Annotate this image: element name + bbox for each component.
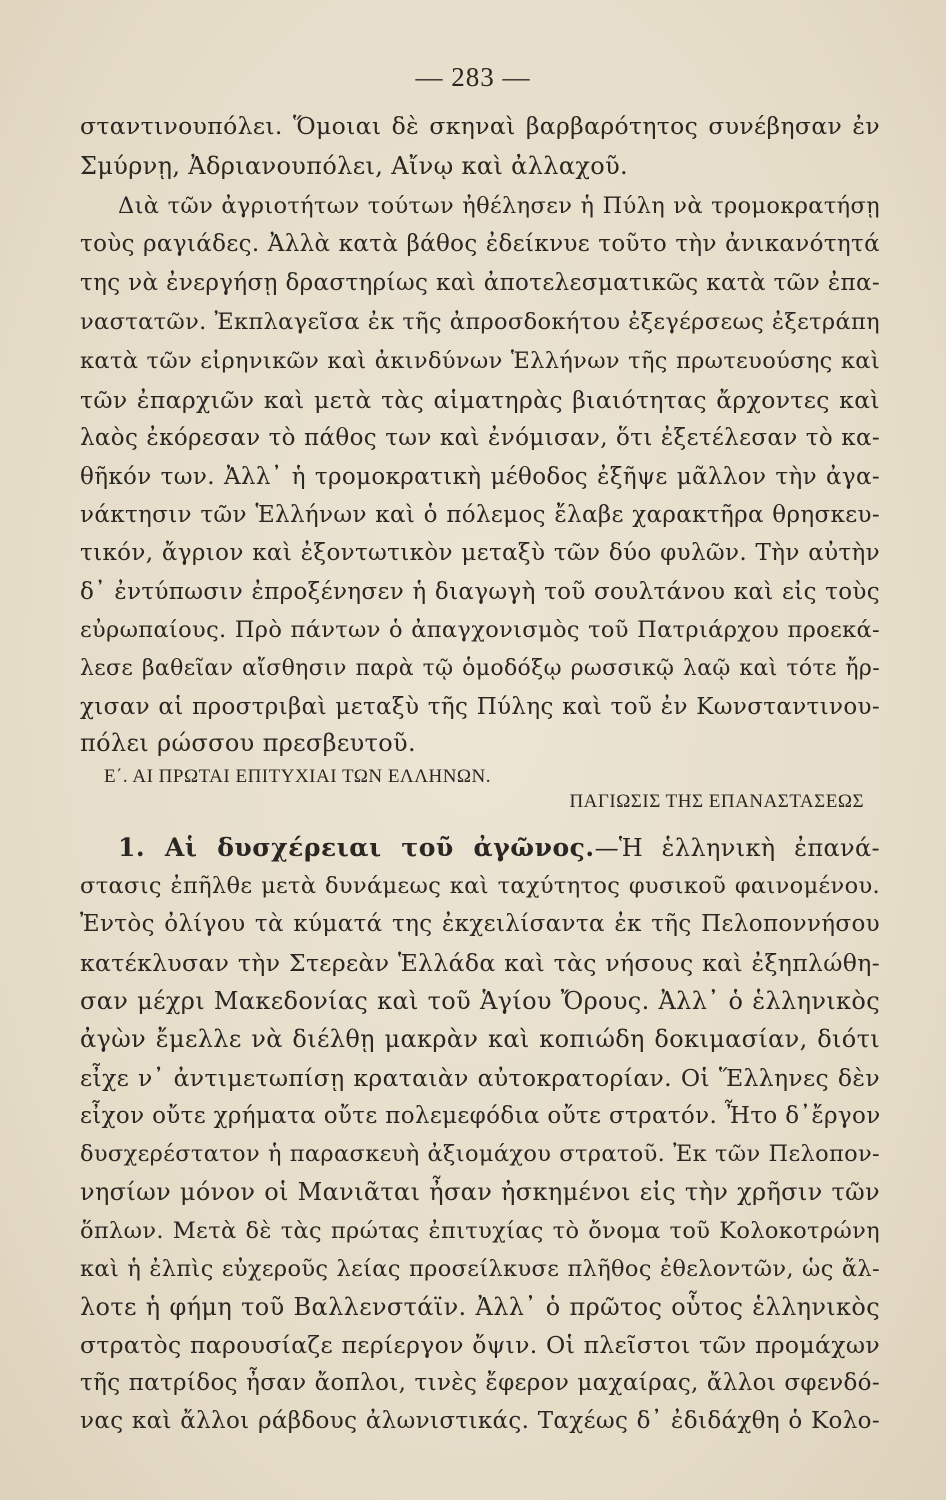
text-line: στρατὸς παρουσίαζε περίεργον ὄψιν. Οἱ πλεῖστοι τῶν προμάχων — [80, 1331, 880, 1359]
text-line: Διὰ τῶν ἀγριοτήτων τούτων ἠθέλησεν ἡ Πύλη νὰ τρομοκρατήσῃ — [118, 193, 880, 219]
text-line: νάκτησιν τῶν Ἑλλήνων καὶ ὁ πόλεμος ἔλαβε χαρακτῆρα θρησκευ- — [80, 502, 880, 528]
text-line: κατὰ τῶν εἰρηνικῶν καὶ ἀκινδύνων Ἑλλήνων τῆς πρωτευούσης καὶ — [80, 348, 880, 374]
text-line: σαν μέχρι Μακεδονίας καὶ τοῦ Ἁγίου Ὄρους. Ἀλλ᾽ ὁ ἑλληνικὸς — [80, 987, 880, 1015]
text-line: δυσχερέστατον ἡ παρασκευὴ ἀξιομάχου στρατοῦ. Ἐκ τῶν Πελοπον- — [80, 1141, 880, 1167]
text-line: νας καὶ ἄλλοι ράβδους ἀλωνιστικάς. Ταχέως δ᾽ ἐδιδάχθη ὁ Κολο- — [80, 1408, 880, 1434]
em-dash: — — [594, 834, 619, 862]
section-heading: Ε΄. ΑΙ ΠΡΩΤΑΙ ΕΠΙΤΥΧΙΑΙ ΤΩΝ ΕΛΛΗΝΩΝ. — [104, 766, 492, 787]
text-line: εἶχε ν᾽ ἀντιμετωπίσῃ κραταιὰν αὐτοκρατορίαν. Οἱ Ἕλληνες δὲν — [80, 1064, 880, 1092]
text-line: λεσε βαθεῖαν αἴσθησιν παρὰ τῷ ὁμοδόξῳ ρωσσικῷ λαῷ καὶ τότε ἤρ- — [80, 656, 880, 681]
text-run: Ἡ ἑλληνικὴ ἐπανά- — [618, 834, 880, 862]
text-line: τῶν ἐπαρχιῶν καὶ μετὰ τὰς αἱματηρὰς βιαιότητας ἄρχοντες καὶ — [80, 386, 880, 414]
page-number: — 283 — — [415, 62, 531, 92]
text-line: εἶχον οὔτε χρήματα οὔτε πολεμεφόδια οὔτε στρατόν. Ἦτο δ᾽ἔργον — [80, 1103, 881, 1129]
text-line: Σμύρνῃ, Ἀδριανουπόλει, Αἴνῳ καὶ ἀλλαχοῦ. — [80, 152, 628, 180]
text-line: λοτε ἡ φήμη τοῦ Βαλλενστάϊν. Ἀλλ᾽ ὁ πρῶτος οὗτος ἑλληνικὸς — [80, 1293, 880, 1321]
text-line: τικόν, ἄγριον καὶ ἐξοντωτικὸν μεταξὺ τῶν δύο φυλῶν. Τὴν αὐτὴν — [80, 540, 880, 566]
text-line: στασις ἐπῆλθε μετὰ δυνάμεως καὶ ταχύτητος φυσικοῦ φαινομένου. — [80, 873, 880, 899]
text-line: δ᾽ ἐντύπωσιν ἐπροξένησεν ἡ διαγωγὴ τοῦ σουλτάνου καὶ εἰς τοὺς — [80, 579, 880, 605]
text-line: της νὰ ἐνεργήσῃ δραστηρίως καὶ ἀποτελεσματικῶς κατὰ τῶν ἐπα- — [80, 270, 880, 296]
text-line: κατέκλυσαν τὴν Στερεὰν Ἑλλάδα καὶ τὰς νήσους καὶ ἐξηπλώθη- — [80, 949, 880, 977]
text-line: καὶ ἡ ἐλπὶς εὐχεροῦς λείας προσείλκυσε πλῆθος ἐθελοντῶν, ὡς ἄλ- — [80, 1256, 880, 1282]
subsection-heading: 1. Αἱ δυσχέρειαι τοῦ ἀγῶνος. — [118, 833, 595, 862]
text-line: λαὸς ἐκόρεσαν τὸ πάθος των καὶ ἐνόμισαν, ὅτι ἐξετέλεσαν τὸ κα- — [80, 425, 880, 451]
text-line: τοὺς ραγιάδες. Ἀλλὰ κατὰ βάθος ἐδείκνυε τοῦτο τὴν ἀνικανότητά — [80, 231, 880, 257]
text-line: Ἐντὸς ὀλίγου τὰ κύματά της ἐκχειλίσαντα ἐκ τῆς Πελοποννήσου — [80, 911, 880, 937]
text-line: θῆκόν των. Ἀλλ᾽ ἡ τρομοκρατικὴ μέθοδος ἐξῆψε μᾶλλον τὴν ἀγα- — [80, 464, 880, 490]
text-line: σταντινουπόλει. Ὅμοιαι δὲ σκηναὶ βαρβαρότητος συνέβησαν ἐν — [80, 112, 880, 140]
text-line: εὐρωπαίους. Πρὸ πάντων ὁ ἀπαγχονισμὸς τοῦ Πατριάρχου προεκά- — [80, 617, 880, 643]
text-line: ὅπλων. Μετὰ δὲ τὰς πρώτας ἐπιτυχίας τὸ ὄνομα τοῦ Κολοκοτρώνη — [80, 1218, 880, 1244]
text-line: πόλει ρώσσου πρεσβευτοῦ. — [80, 729, 416, 757]
section-subheading: ΠΑΓΙΩΣΙΣ ΤΗΣ ΕΠΑΝΑΣΤΑΣΕΩΣ — [569, 791, 864, 812]
text-line: νησίων μόνον οἱ Μανιᾶται ἦσαν ἠσκημένοι εἰς τὴν χρῆσιν τῶν — [80, 1178, 880, 1206]
text-line: χισαν αἱ προστριβαὶ μεταξὺ τῆς Πύλης καὶ τοῦ ἐν Κωνσταντινου- — [80, 694, 880, 720]
text-line: τῆς πατρίδος ἦσαν ἄοπλοι, τινὲς ἔφερον μαχαίρας, ἄλλοι σφενδό- — [80, 1370, 880, 1396]
subsection-first-line — [118, 833, 880, 863]
text-line: ναστατῶν. Ἐκπλαγεῖσα ἐκ τῆς ἀπροσδοκήτου ἐξεγέρσεως ἐξετράπη — [80, 309, 880, 335]
text-line: ἀγὼν ἔμελλε νὰ διέλθῃ μακρὰν καὶ κοπιώδη δοκιμασίαν, διότι — [80, 1025, 880, 1053]
